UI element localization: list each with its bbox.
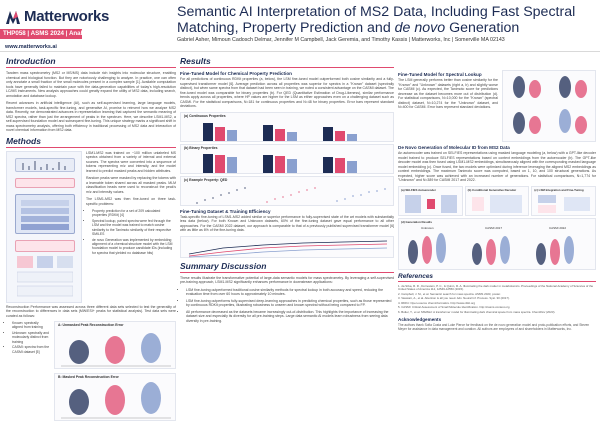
violin-known — [69, 340, 89, 364]
unmasked-violin-plot — [55, 328, 175, 368]
violin-unknown — [105, 385, 125, 415]
panel-label: (b) Binary Properties — [184, 145, 218, 150]
dataset-item: • CASMI: spectra from the CASMI dataset [5] — [12, 345, 50, 354]
matterworks-logo-icon — [5, 9, 21, 25]
training-efficiency-chart — [180, 236, 394, 258]
panel-label: (b) Conditional Generative Decoder — [467, 187, 517, 192]
panel-label: (d) Generation Results — [401, 219, 432, 224]
spectral-lookup-block — [398, 70, 596, 142]
casmi-2017-violins — [472, 236, 510, 265]
left-column — [6, 56, 176, 421]
reference-item: 4. RDKit: Open-source cheminformatics. http://www.rdkit.org — [398, 300, 476, 305]
fine-tuned-property-heading: Fine-Tuned Model for Chemical Property Prediction — [180, 71, 292, 76]
task-item: • Property prediction for a set of 209 calculated properties (RDKit) [4] — [92, 209, 176, 218]
denovo-heading: De Novo Generation of Molecular ID from MS2 Data — [398, 145, 510, 150]
results-heading: Results — [180, 56, 394, 68]
spectral-lookup-charts — [502, 70, 596, 142]
title-italic: de novo — [394, 20, 446, 36]
embedding-box — [15, 240, 75, 252]
logo-text: Matterworks — [24, 8, 110, 25]
references-heading: References — [398, 273, 596, 282]
summary-item: • LSM fine-tuning outperforms fully-supervised deep-learning approaches in predicting chemical properties, such as those represented by continuous RDKit properties, illustrating robustness to unseen and known spectral without being compared to FP. — [186, 299, 394, 308]
transformer-layers-icon — [21, 200, 69, 230]
reference-item: 3. Vaswani, A., et al. Attention is all you need. Adv. Neural Inf. Process. Syst. 30 (2017). — [398, 296, 510, 301]
lookup-panel-a — [513, 76, 541, 98]
spectral-lookup-violin-plots — [503, 71, 595, 141]
author-list: Gabriel Asher, Mimoun Cadosch Delmar, Jennifer M Campbell, Jack Geremia, and Timothy Kassis | Matterworks, Inc | Somerville MA 02143 — [177, 37, 505, 43]
methods-paragraph-2: Random peaks were masked by replacing the tokens with a learnable token shared across all masked peaks. MLM classification heads were used to reconstruct the peak's m/z and intensity values. — [86, 176, 176, 194]
reconstruction-caption: Reconstruction Performance was assessed across three different data sets selected to test the generality of the reconstruction to differences in data sets (MW/ESI+ peaks for statistical analysis). Test data sets were curated as follows: — [6, 304, 176, 318]
spectral-lookup-heading: Fine-Tuned Model for Spectral Lookup — [398, 72, 482, 77]
dataset-list — [6, 321, 50, 356]
intro-paragraph-1: Tandem mass spectrometry (MS2 or MS/MS) data include rich insights into molecular structure, enabling chemical and biological function. But they are notoriously challenging to analyze. In practice, one can often only annotate a small fraction of the small molecules present in a complex sample [1]. Available computation tools have generally failed to maintain pace with the data-generation capabilities of today's high-resolution LC/MS instruments. New analysis approaches could greatly expand the utility of MS2 data, including search, annotation and database lookup. — [6, 71, 176, 98]
autoencoder-diagram — [401, 193, 461, 215]
reference-list — [398, 285, 596, 315]
header-divider — [0, 51, 600, 52]
acknowledgements-heading: Acknowledgements — [398, 316, 442, 322]
summary-intro: These results illustrate the transformative potential of large-data semantic models for mass spectrometry. By leveraging a self-supervised pre-training approach, LSM1-MS2 significantly enhances performance in downstream applications: — [180, 275, 394, 284]
spectral-lookup-text-block — [398, 70, 498, 113]
lookup-panel-c — [513, 112, 541, 134]
casmi-2022-violins — [536, 236, 574, 265]
integration-diagram — [534, 193, 594, 215]
intro-paragraph-2: Recent advances in artificial intelligence (AI), such as self-supervised learning, large language models, transformer models, task-specific fine-tuning, and generative AI, promise to reinvent how we analyze MS2 data. Recently, we demonstrated advances in representation learning that captured the semantic meaning of MS2 spectra, rather than just the arrangement of peaks in the spectrum. Here, we describe LSM1-MS2, a self-supervised foundation model and subsequent fine-tuning. This unique strategy marks a significant shift in mass spectrometry analysis, offering both efficiency in traditional processing of MS2 data and interaction of novel chemical information from MS2 data. — [6, 101, 176, 132]
summary-item: • LSM fine-tuning outperformed traditional cosine similarity methods for spectral lookup in both accuracy and speed, reducing the evaluation time from over 60 hours to approximately 10 minutes. — [186, 288, 394, 297]
chart-title: A: Unmasked Peak Reconstruction Error — [58, 323, 124, 327]
right-column — [398, 56, 596, 331]
methods-text — [86, 151, 176, 255]
violin-known — [69, 389, 89, 415]
panel-label: (c) Example Property: QED — [184, 177, 228, 182]
chart-title: B: Masked Peak Reconstruction Error — [58, 375, 119, 379]
summary-item: • All performance decreased as the datasets became increasingly out-of-distribution. This highlights the importance of increasing the dataset size and especially its diversity for all pre-training steps. Large data semantic AI models learn robustness from seeing data diversity in pre-training. — [186, 310, 394, 324]
methods-block — [6, 151, 176, 303]
reference-item: 2. Campbell, J. M., et al. Semantic search for mass spectra. ASMS 2023, poster. — [398, 291, 501, 296]
violin-unknown — [105, 336, 125, 364]
selfies-autoencoder-panel — [398, 186, 463, 216]
methods-paragraph-3: The LSM1-MS2 was then fine-tuned on three task-specific problems: — [86, 197, 176, 206]
task-item: • Spectral lookup, paired spectra were fed through the LSM and the model was trained to match cosine similarity to the Tanimoto similarity of their respective SMILES — [92, 219, 176, 236]
denovo-text: An autoencoder was trained on SELFIES representations using masked language modeling (a, below) with a GPT-like decoder model trained to produce SELFIES representations based on context embeddings from the autoencoder (b). The GPT-like decoder model was then fused using LSM1-MS2 embeddings, simultaneously aligned with the corresponding masked language model embedding (c). Once fused, the two models were optimized during inference leveraging the aligned MS2 embeddings as context embeddings. The maximum Tanimoto score was computed, based on 1, 10, and 100 structural generations. As expected, higher score was achieved with an increased number of generations. For statistical comparisons, N=1,774 for "Unknown" and N=389 for CASMI 2017 and 2022. — [398, 151, 596, 182]
spectral-lookup-text: The LSM generally performs better than cosine similarity for the "Known" and "Unknown" datasets (right a, b) and slightly worse for CASMI (c). As expected, the Tanimoto score for predictions decrease as the dataset becomes more out of distribution (d). For statistical comparisons, N=10,000 for the "Known" (spectral distinct) dataset, N=10,274 for the "Unknown" dataset, and N=400 for CASMI. Error bars represent standard deviations. — [398, 78, 498, 109]
generation-results-panel — [398, 218, 596, 270]
methods-heading: Methods — [6, 136, 176, 148]
violin-casmi — [141, 382, 161, 414]
panel-label: (c) LSM Integration and Fine-Tuning — [534, 187, 584, 192]
unknown-violins — [408, 233, 446, 264]
lookup-panel-b — [559, 76, 587, 98]
task-item: • de novo Generation was implemented by embedding alignment of a chemical structure model with the LSM foundation model to produce candidate IDs (including for spectra that yielded no database hits) — [92, 238, 176, 255]
title-part-1: Semantic AI Interpretation of MS2 Data, Including Fast Spectral Matching, Property Prediction and — [177, 4, 576, 36]
panel-label: (a) Continuous Properties — [184, 113, 226, 118]
qed-property-chart — [180, 176, 394, 206]
conference-badge: THP058 | ASMS 2024 | Anaheim — [3, 30, 96, 37]
reconstruction-block — [6, 321, 176, 421]
poster-title — [177, 4, 597, 36]
dataset-item: • Known: spectrally aligned from training — [12, 321, 50, 330]
company-url[interactable]: www.matterworks.ai — [5, 44, 57, 50]
fine-tuning-dataset-heading: Fine-Tuning Dataset & Training Efficiency — [180, 208, 271, 214]
binary-properties-chart — [180, 144, 394, 174]
panel-label: (a) SELFIES Autoencoder — [401, 187, 436, 192]
summary-heading: Summary Discussion — [180, 261, 394, 273]
unmasked-error-chart — [54, 321, 176, 369]
decoder-diagram — [468, 193, 528, 215]
middle-column — [180, 56, 394, 325]
summary-list — [180, 288, 394, 324]
dataset-item: • Unknown: spectrally and molecularly distinct from training — [12, 331, 50, 344]
generative-decoder-panel — [465, 186, 530, 216]
masked-violin-plot — [55, 380, 175, 420]
continuous-properties-chart — [180, 112, 394, 142]
generation-violin-plots — [399, 230, 595, 270]
model-architecture-diagram — [6, 151, 82, 303]
fine-tuning-task-list — [86, 209, 176, 255]
fine-tuned-property-text: For all predictions of continuous RDKit properties (a, below), the LSM fine-tuned model outperformed both cosine similarity and a fully-supervised transformer model [6]. Average prediction across all properties was superior for spectra in a "Known" dataset (spectrally distinct), but when same spectra from that dataset had been seen in training, we noted a consistent advantage on the CASMI dataset. The fine-tuned model was comparable for binary properties (b). For QED (Quantitative Estimation of Drug-Likeness), similar performance trends apply across all properties, where HP values are higher for the LSM as either approaches even on a challenging dataset such as CASMI. For the statistical comparisons, N=181 for continuous properties and N=48 for binary properties. Error bars represent standard deviations. — [180, 77, 394, 108]
methods-paragraph-1: LSM1-MS2 was trained on ~100 million unlabeled MS spectra obtained from a variety of internal and external sources. The spectra were converted into a sequence of tokens representing m/z and intensity, and the model learned to predict masked peaks and hidden attributes. — [86, 150, 176, 173]
spectrum-icon — [19, 160, 71, 171]
matterworks-logo — [5, 8, 123, 28]
violin-casmi — [141, 333, 161, 363]
task-heads-icon — [17, 256, 73, 300]
chart-label: CASMI 2017 — [485, 225, 503, 230]
denovo-architecture-row — [398, 186, 596, 216]
training-efficiency-lines — [183, 238, 393, 258]
lookup-panel-d — [559, 109, 587, 134]
reference-item: 5. CASMI: Critical Assessment of Small Molecule Identification. http://casmi-contest.org — [398, 305, 510, 310]
introduction-heading: Introduction — [6, 56, 176, 68]
qed-scatter-plot — [183, 183, 393, 207]
tokenizer-box — [15, 178, 75, 188]
fine-tuning-dataset-text: Task-specific fine-tuning of LSM1-MS2 added similar or superior performance to fully-supervised state of the art models with substantially less data (below). For both Known and Unknown datasets, 60% of the fine-tuning dataset gave equal performance to all other approaches. For the CASMI 2022 dataset, our approach is comparable to that of a previously published supervised transformer model [6] with as little as 6% of the fine-tuning data. — [180, 214, 394, 232]
summary-section — [180, 261, 394, 324]
reference-item: 1. da Silva, R. R., Dorrestein, P. C., & Quinn, R. A. Illuminating the dark matter in metabolomics. Proceedings of the National Academy of Sciences of the United States of America 112, 12549-12550 (2015). — [398, 283, 594, 292]
continuous-bar-chart — [183, 119, 393, 143]
reference-item: 6. Butler, T., et al. MS2Mol: A transformer model for illuminating dark chemical space from mass spectra. ChemRxiv (2023). — [398, 310, 556, 315]
poster-header — [0, 0, 600, 52]
lsm-integration-panel — [531, 186, 596, 216]
chart-label: CASMI 2022 — [549, 225, 567, 230]
binary-bar-chart — [183, 151, 393, 175]
title-part-2: Generation — [445, 20, 520, 36]
chart-label: Unknown — [421, 225, 434, 230]
acknowledgements-text: The authors thank Sofia Costa and Luke Pierce for feedback on the de novo generation model and proto-publication efforts, and Steven Meyer for assistance in data management and curation. All authors are employees of and shareholders in Matterworks, Inc. — [398, 322, 590, 331]
masked-error-chart — [54, 373, 176, 421]
